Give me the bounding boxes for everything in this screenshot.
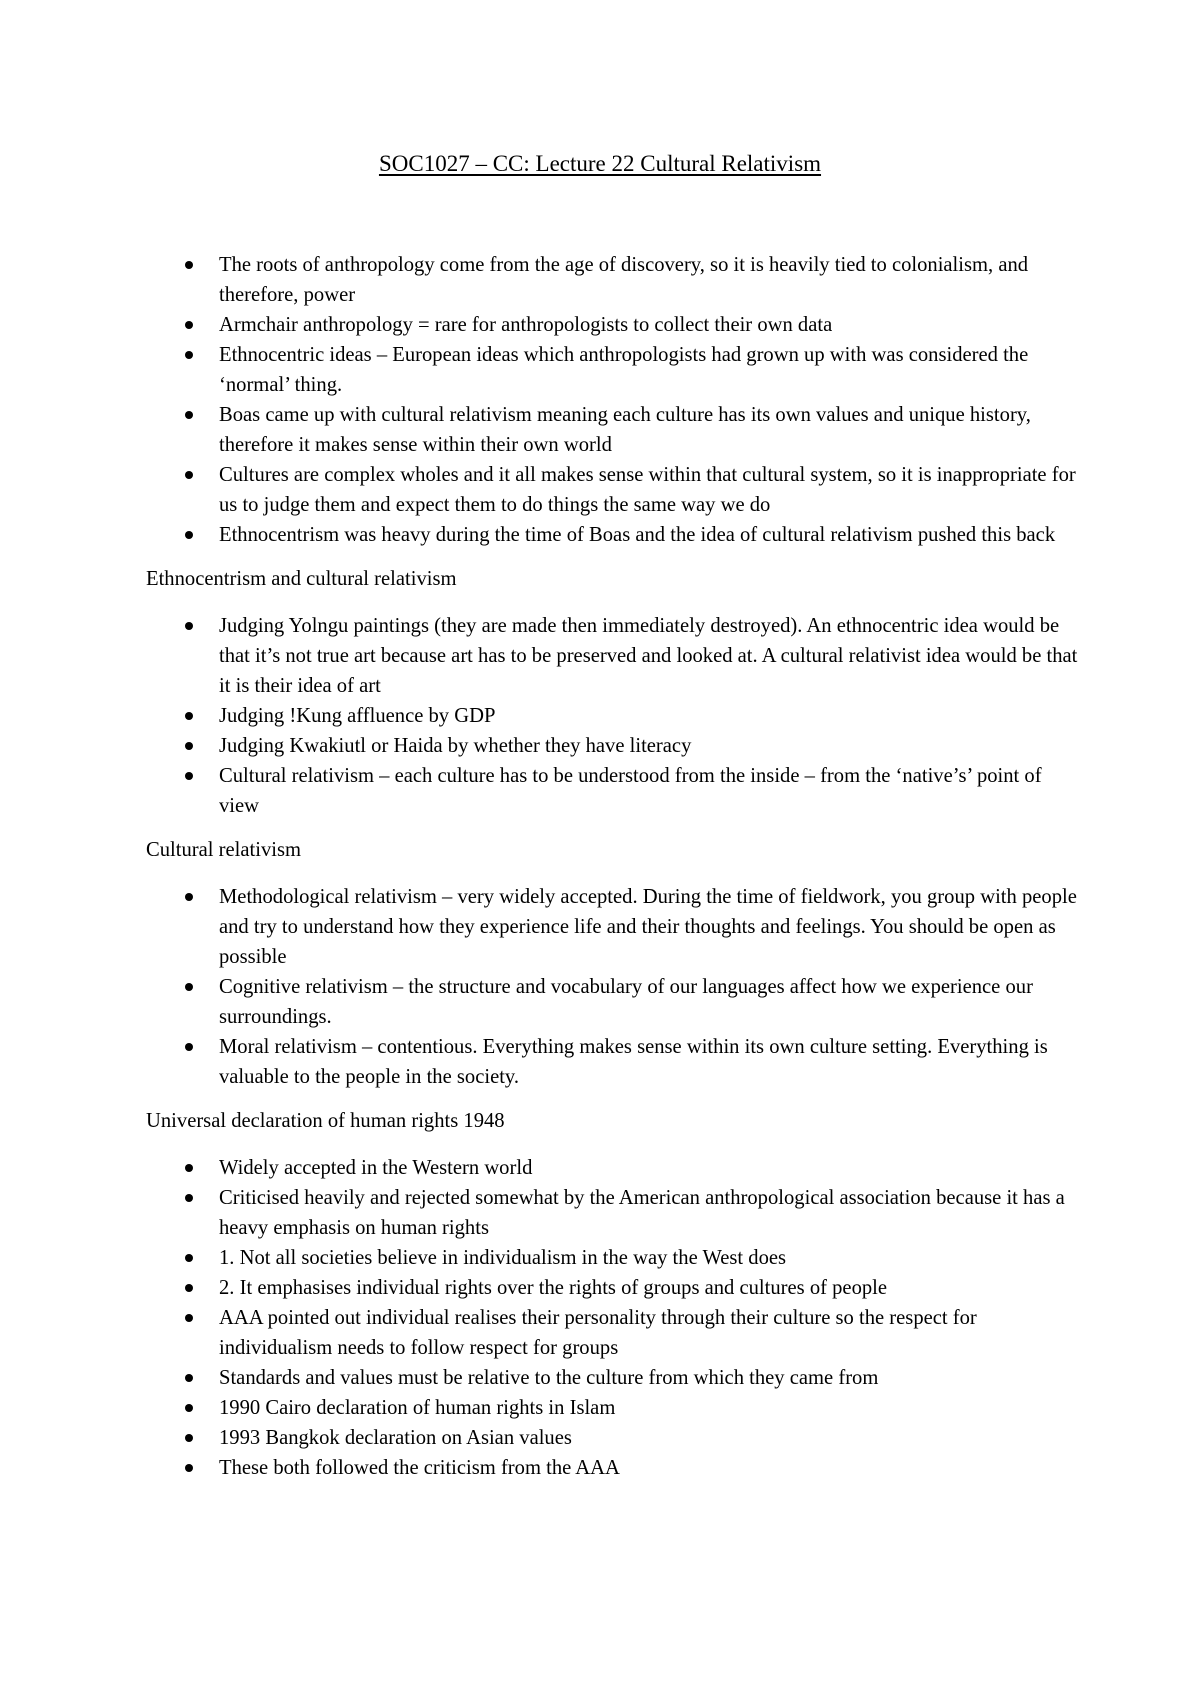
list-item (146, 520, 1086, 550)
list-item (146, 310, 1086, 340)
list-item-text: Cultures are complex wholes and it all makes sense within that cultural system, so it is inappropriate for us to judge them and expect them to do things the same way we do (219, 464, 1076, 516)
section-heading-cultural-relativism: Cultural relativism (146, 839, 301, 861)
list-item-text: Methodological relativism – very widely accepted. During the time of fieldwork, you group with people and try to understand how they experience life and their thoughts and feelings. You should be open as possible (219, 886, 1077, 968)
list-item-text: 2. It emphasises individual rights over the rights of groups and cultures of people (219, 1277, 888, 1299)
bullet-icon (185, 1314, 193, 1322)
list-item (146, 340, 1086, 400)
document-title: SOC1027 – CC: Lecture 22 Cultural Relativism (378, 151, 822, 176)
bullet-icon (185, 321, 193, 329)
list-item (146, 972, 1086, 1032)
bullet-icon (185, 983, 193, 991)
list-item-text: Cultural relativism – each culture has to be understood from the inside – from the ‘native’s’ point of view (219, 765, 1042, 817)
bullet-icon (185, 411, 193, 419)
list-item (146, 1303, 1086, 1363)
list-item (146, 1393, 1086, 1423)
list-item (146, 1153, 1086, 1183)
list-item-text: These both followed the criticism from the AAA (219, 1457, 620, 1479)
bullet-icon (185, 531, 193, 539)
list-item-text: Armchair anthropology = rare for anthropologists to collect their own data (219, 314, 833, 336)
bullet-list-ethnocentrism (146, 611, 1086, 821)
list-item-text: Judging Kwakiutl or Haida by whether they have literacy (219, 735, 692, 757)
list-item-text: 1. Not all societies believe in individualism in the way the West does (219, 1247, 787, 1269)
bullet-icon (185, 1404, 193, 1412)
list-item-text: Criticised heavily and rejected somewhat by the American anthropological association because it has a heavy emphasis on human rights (219, 1187, 1065, 1239)
section-heading-ethnocentrism: Ethnocentrism and cultural relativism (146, 568, 457, 590)
bullet-icon (185, 261, 193, 269)
bullet-icon (185, 742, 193, 750)
section-heading-human-rights: Universal declaration of human rights 1948 (146, 1110, 505, 1132)
list-item-text: Ethnocentrism was heavy during the time of Boas and the idea of cultural relativism pushed this back (219, 524, 1056, 546)
bullet-list-intro (146, 250, 1086, 550)
list-item (146, 1363, 1086, 1393)
bullet-icon (185, 1284, 193, 1292)
list-item-text: Cognitive relativism – the structure and vocabulary of our languages affect how we experience our surroundings. (219, 976, 1033, 1028)
bullet-list-human-rights (146, 1153, 1086, 1483)
bullet-icon (185, 471, 193, 479)
list-item (146, 882, 1086, 972)
list-item-text: 1993 Bangkok declaration on Asian values (219, 1427, 572, 1449)
list-item (146, 1453, 1086, 1483)
list-item (146, 250, 1086, 310)
list-item (146, 1032, 1086, 1092)
list-item-text: Standards and values must be relative to the culture from which they came from (219, 1367, 879, 1389)
list-item-text: The roots of anthropology come from the age of discovery, so it is heavily tied to colonialism, and therefore, power (219, 254, 1029, 306)
list-item-text: 1990 Cairo declaration of human rights in Islam (219, 1397, 616, 1419)
list-item-text: Judging !Kung affluence by GDP (219, 705, 496, 727)
bullet-icon (185, 351, 193, 359)
bullet-icon (185, 622, 193, 630)
list-item-text: Moral relativism – contentious. Everything makes sense within its own culture setting. Everything is valuable to the people in the society. (219, 1036, 1048, 1088)
list-item (146, 1243, 1086, 1273)
bullet-icon (185, 712, 193, 720)
list-item-text: Widely accepted in the Western world (219, 1157, 533, 1179)
bullet-icon (185, 1194, 193, 1202)
bullet-icon (185, 1374, 193, 1382)
list-item (146, 761, 1086, 821)
document-body (146, 250, 1086, 1483)
bullet-list-cultural-relativism (146, 882, 1086, 1092)
list-item (146, 611, 1086, 701)
list-item (146, 400, 1086, 460)
bullet-icon (185, 1254, 193, 1262)
bullet-icon (185, 772, 193, 780)
list-item (146, 1273, 1086, 1303)
list-item-text: Judging Yolngu paintings (they are made then immediately destroyed). An ethnocentric idea would be that it’s not true art because art has to be preserved and looked at. A cultural relativist idea would be that it is their idea of art (219, 615, 1078, 697)
list-item (146, 731, 1086, 761)
list-item (146, 460, 1086, 520)
bullet-icon (185, 1464, 193, 1472)
list-item-text: AAA pointed out individual realises their personality through their culture so the respect for individualism needs to follow respect for groups (219, 1307, 977, 1359)
list-item-text: Ethnocentric ideas – European ideas which anthropologists had grown up with was considered the ‘normal’ thing. (219, 344, 1029, 396)
list-item-text: Boas came up with cultural relativism meaning each culture has its own values and unique history, therefore it makes sense within their own world (219, 404, 1031, 456)
bullet-icon (185, 893, 193, 901)
list-item (146, 1423, 1086, 1453)
bullet-icon (185, 1434, 193, 1442)
list-item (146, 1183, 1086, 1243)
bullet-icon (185, 1164, 193, 1172)
bullet-icon (185, 1043, 193, 1051)
list-item (146, 701, 1086, 731)
